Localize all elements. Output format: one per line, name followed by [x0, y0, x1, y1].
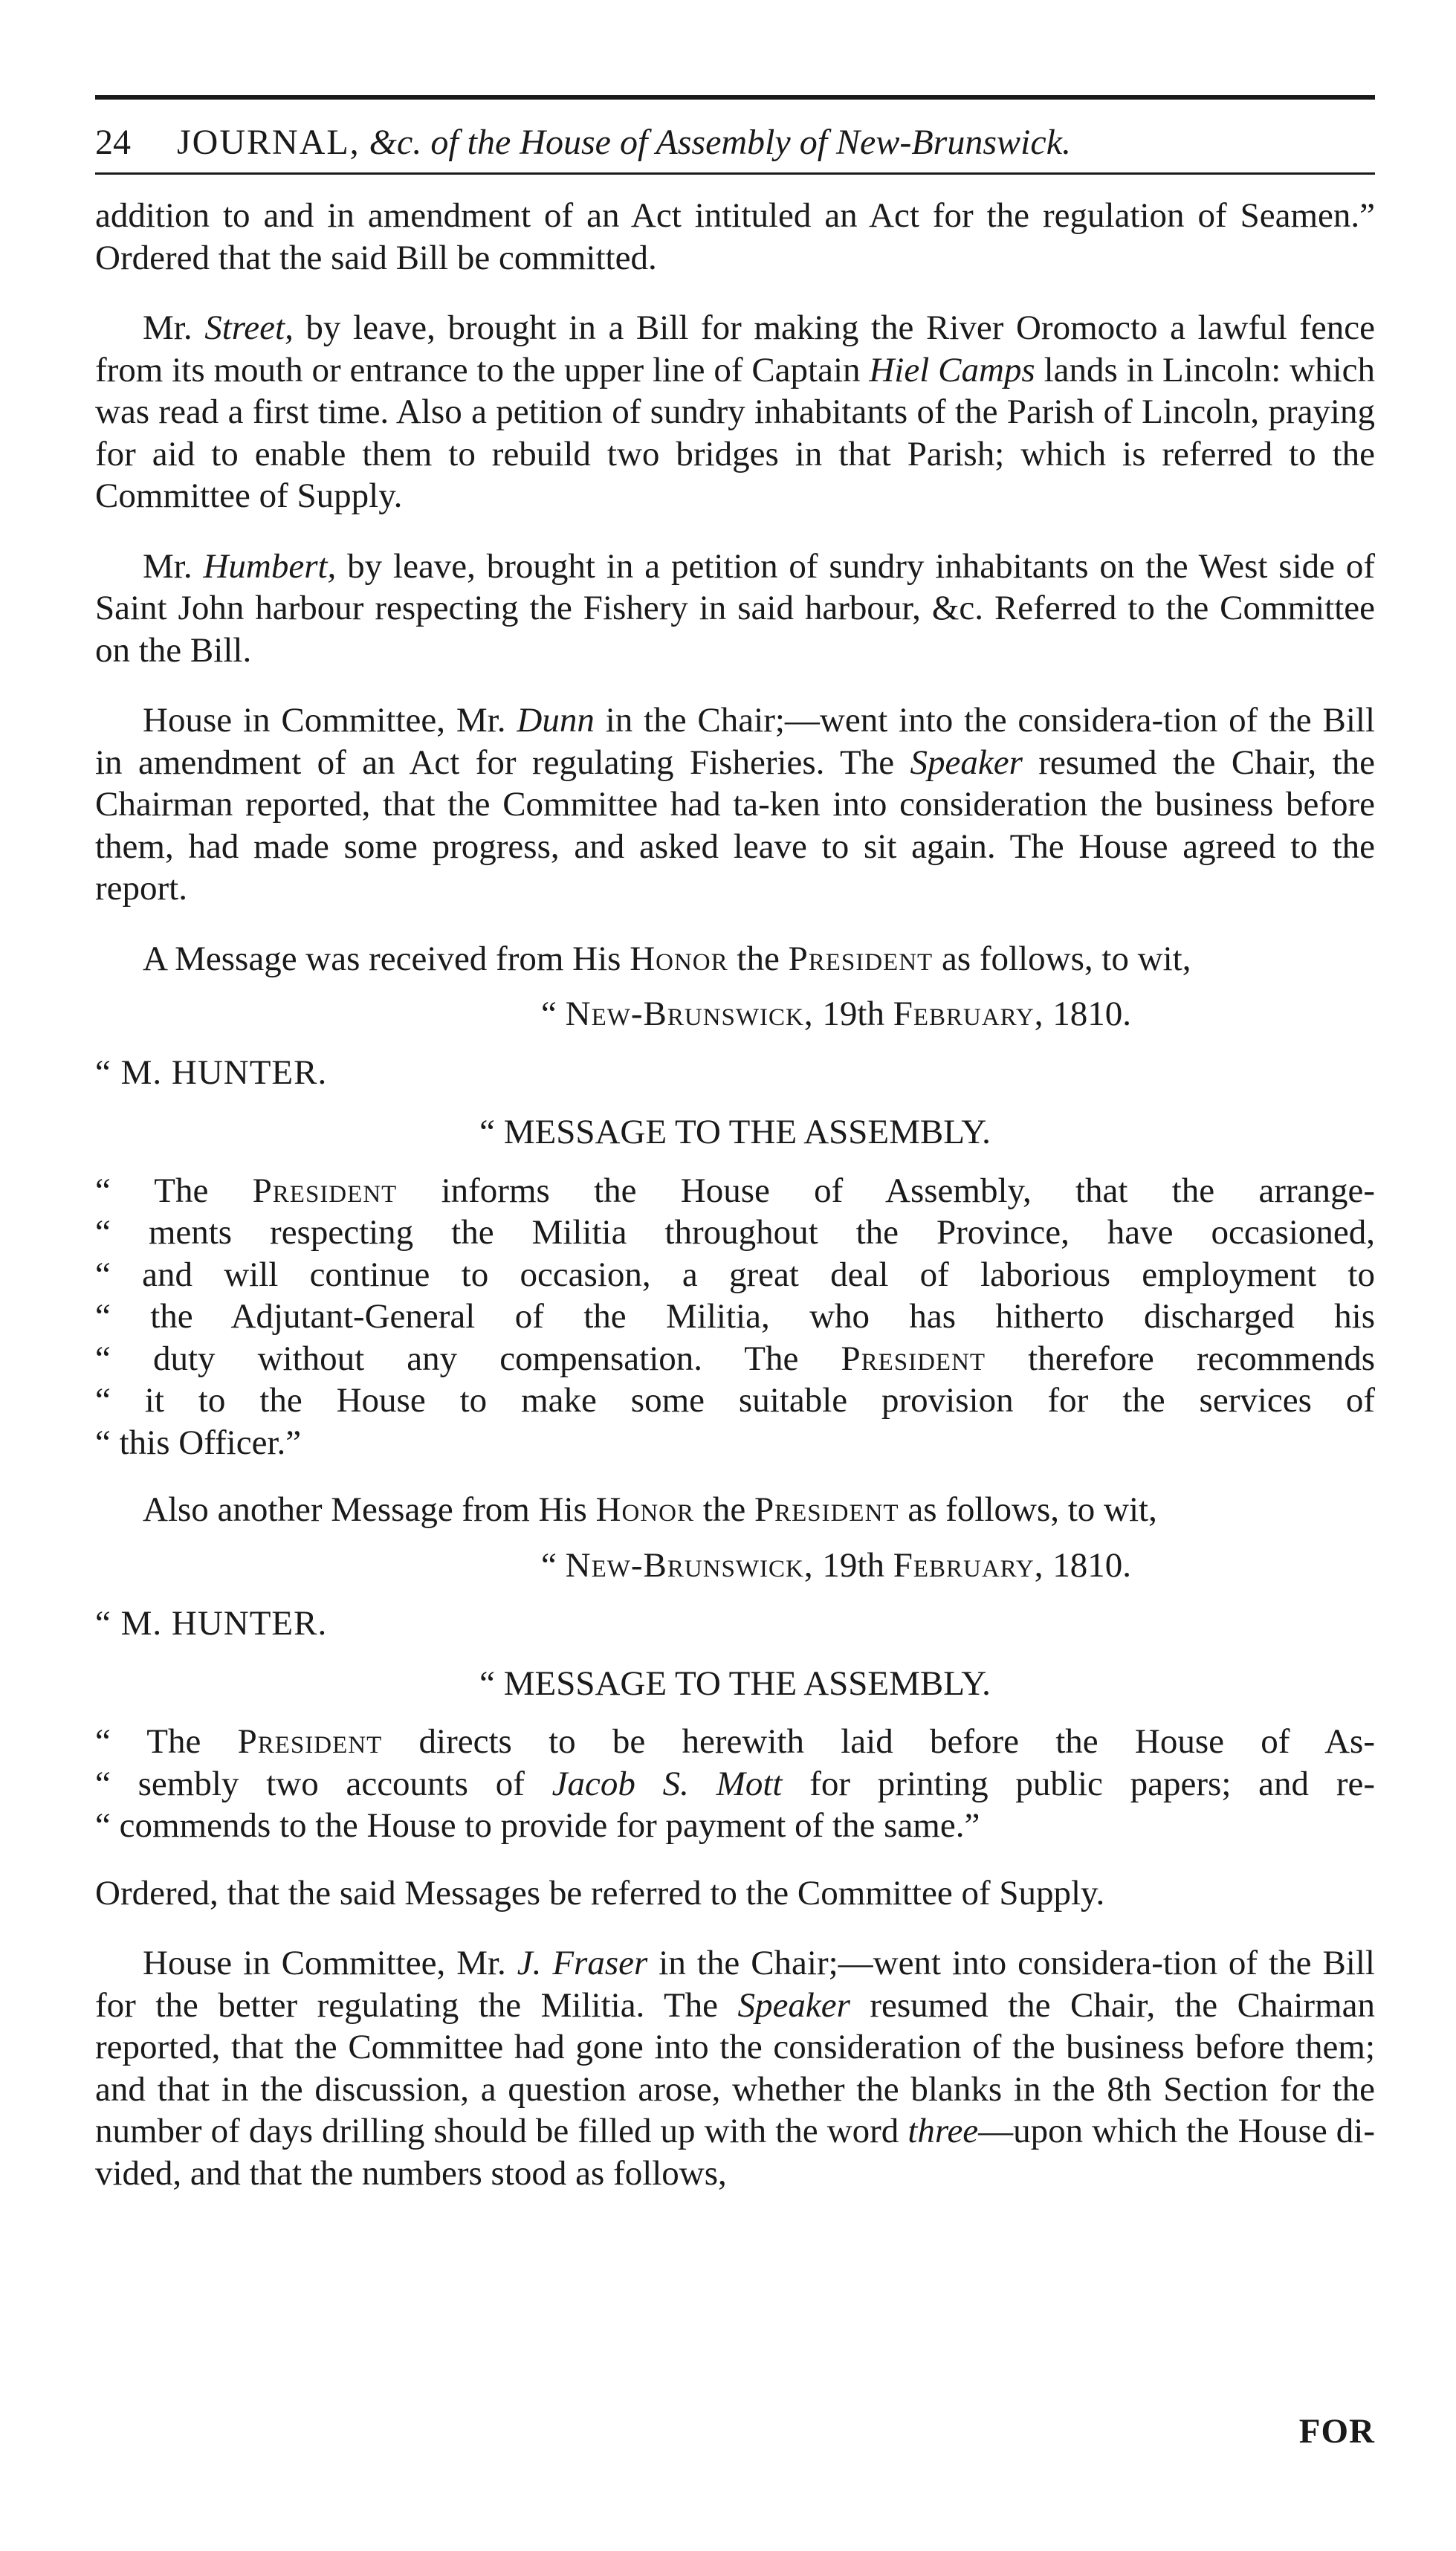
- quote-line: “ The President directs to be herewith laid before the House of As-: [95, 1722, 1375, 1761]
- member-name: Dunn: [517, 701, 595, 740]
- paragraph-militia-committee: House in Committee, Mr. J. Fraser in the Chair;—went into considera-tion of the Bill for the better regulating the Militia. The Speaker resumed the Chair, the Chairman reported, that the Committee had gone into the consideration of the business before them; and that in the discussion, a question arose, whether the blanks in the 8th Section for the number of days drilling should be filled up with the word three—upon which the House di-vided, and that the numbers stood as follows,: [95, 1944, 1375, 2193]
- running-head: [95, 119, 1375, 166]
- person-name: Hiel Camps: [869, 350, 1035, 389]
- message2-dateline: “ New-Brunswick, 19th February, 1810.: [541, 1545, 1131, 1585]
- member-name: J. Fraser: [517, 1944, 648, 1982]
- message1-body: [95, 1170, 1375, 1464]
- paragraph-seamen-bill: addition to and in amendment of an Act intituled an Act for the regulation of Seamen.” Ordered that the said Bill be committed.: [95, 196, 1375, 277]
- head-rule: [95, 172, 1375, 175]
- message2-title: “ MESSAGE TO THE ASSEMBLY.: [479, 1664, 991, 1703]
- paragraph-another-message: Also another Message from His Honor the President as follows, to wit,: [143, 1490, 1157, 1529]
- quote-line: “ commends to the House to provide for payment of the same.”: [95, 1806, 980, 1845]
- speaker-title: Speaker: [910, 743, 1023, 782]
- journal-body: [95, 195, 1375, 2222]
- catchword: FOR: [1298, 2412, 1375, 2451]
- quote-line: “ the Adjutant-General of the Militia, who has hitherto discharged his: [95, 1297, 1375, 1336]
- quote-line: “ and will continue to occasion, a great deal of laborious employment to: [95, 1255, 1375, 1294]
- running-head-title: JOURNAL,: [177, 123, 360, 162]
- quote-line: “ The President informs the House of Assembly, that the arrange-: [95, 1171, 1375, 1210]
- message2-signer: “ M. HUNTER.: [95, 1604, 328, 1643]
- message1-dateline: “ New-Brunswick, 19th February, 1810.: [541, 995, 1131, 1033]
- top-rule: [95, 95, 1375, 100]
- paragraph-humbert-petition: Mr. Humbert, by leave, brought in a petition of sundry inhabitants on the West side of Saint John harbour respecting the Fishery in said harbour, &c. Referred to the Committee on the Bill.: [95, 546, 1376, 670]
- running-head-subtitle: &c. of the House of Assembly of New-Brunswick.: [369, 123, 1071, 162]
- quote-line: “ duty without any compensation. The President therefore recommends: [95, 1339, 1375, 1378]
- quote-line: “ sembly two accounts of Jacob S. Mott for printing public papers; and re-: [95, 1764, 1375, 1803]
- message2-body: [95, 1721, 1375, 1847]
- paragraph-message-received: A Message was received from His Honor the President as follows, to wit,: [143, 939, 1191, 978]
- quote-line: “ it to the House to make some suitable provision for the services of: [95, 1381, 1375, 1420]
- paragraph-referred-supply: Ordered, that the said Messages be referred to the Committee of Supply.: [95, 1873, 1105, 1913]
- quote-line: “ ments respecting the Militia throughout the Province, have occasioned,: [95, 1213, 1375, 1252]
- member-name: Humbert,: [203, 546, 337, 586]
- paragraph-fisheries-committee: House in Committee, Mr. Dunn in the Chair;—went into the considera-tion of the Bill in amendment of an Act for regulating Fisheries. The Speaker resumed the Chair, the Chairman reported, that the Committee had ta-ken into consideration the business before them, had made some progress, and asked leave to sit again. The House agreed to the report.: [95, 701, 1375, 908]
- message1-title: “ MESSAGE TO THE ASSEMBLY.: [479, 1113, 991, 1151]
- paragraph-street-bill: Mr. Street, by leave, brought in a Bill for making the River Oromocto a lawful fence from its mouth or entrance to the upper line of Captain Hiel Camps lands in Lincoln: which was read a first time. Also a petition of sundry inhabitants of the Parish of Lincoln, praying for aid to enable them to rebuild two bridges in that Parish; which is referred to the Committee of Supply.: [95, 308, 1375, 515]
- quote-line: “ this Officer.”: [95, 1423, 302, 1462]
- speaker-title: Speaker: [737, 1985, 850, 2025]
- page-number: 24: [95, 123, 131, 162]
- member-name: Street,: [204, 308, 294, 347]
- message1-signer: “ M. HUNTER.: [95, 1053, 328, 1092]
